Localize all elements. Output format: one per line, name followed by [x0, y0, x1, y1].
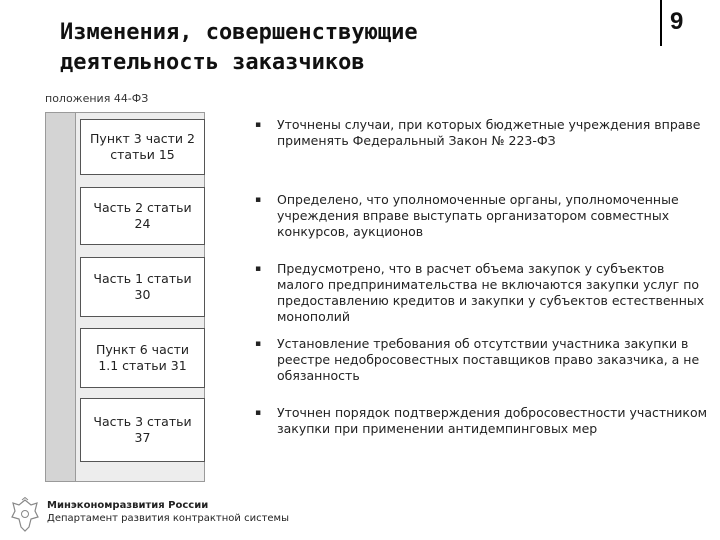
- reference-column-strip: [46, 113, 76, 481]
- page-number-divider: [660, 0, 662, 46]
- list-item-text: Установление требования об отсутствии участника закупки в реестре недобросовестных поставщиков право заказчика, а не обязанность: [277, 336, 700, 383]
- bullet-icon: ▪: [255, 264, 262, 274]
- list-item: [255, 192, 715, 240]
- reference-box-2: Часть 2 статьи 24: [80, 187, 205, 245]
- page-title: Изменения, совершенствующие деятельность заказчиков: [60, 20, 418, 75]
- list-item-text: Уточнены случаи, при которых бюджетные учреждения вправе применять Федеральный Закон № 223-ФЗ: [277, 117, 701, 148]
- coat-of-arms-icon: [10, 497, 40, 533]
- list-item-text: Предусмотрено, что в расчет объема закупок у субъектов малого предпринимательства не включаются закупки услуг по предоставлению кредитов и закупки у субъектов естественных монополий: [277, 261, 705, 324]
- footer-department: Департамент развития контрактной системы: [47, 513, 289, 524]
- reference-box-1: Пункт 3 части 2 статьи 15: [80, 119, 205, 175]
- list-item-text: Уточнен порядок подтверждения добросовестности участником закупки при применении антидемпинговых мер: [277, 405, 708, 436]
- bullet-icon: ▪: [255, 339, 262, 349]
- list-item-text: Определено, что уполномоченные органы, уполномоченные учреждения вправе выступать организатором совместных конкурсов, аукционов: [277, 192, 679, 239]
- list-item: [255, 405, 715, 437]
- bullet-icon: ▪: [255, 120, 262, 130]
- bullet-icon: ▪: [255, 408, 262, 418]
- page-number: 9: [670, 8, 684, 35]
- reference-box-5: Часть 3 статьи 37: [80, 398, 205, 462]
- list-item: [255, 336, 715, 384]
- reference-box-3: Часть 1 статьи 30: [80, 257, 205, 317]
- bullet-icon: ▪: [255, 195, 262, 205]
- footer-org: Минэкономразвития России: [47, 500, 209, 511]
- reference-box-4: Пункт 6 части 1.1 статьи 31: [80, 328, 205, 388]
- page-subtitle: положения 44-ФЗ: [45, 92, 149, 105]
- list-item: [255, 261, 715, 325]
- list-item: [255, 117, 715, 149]
